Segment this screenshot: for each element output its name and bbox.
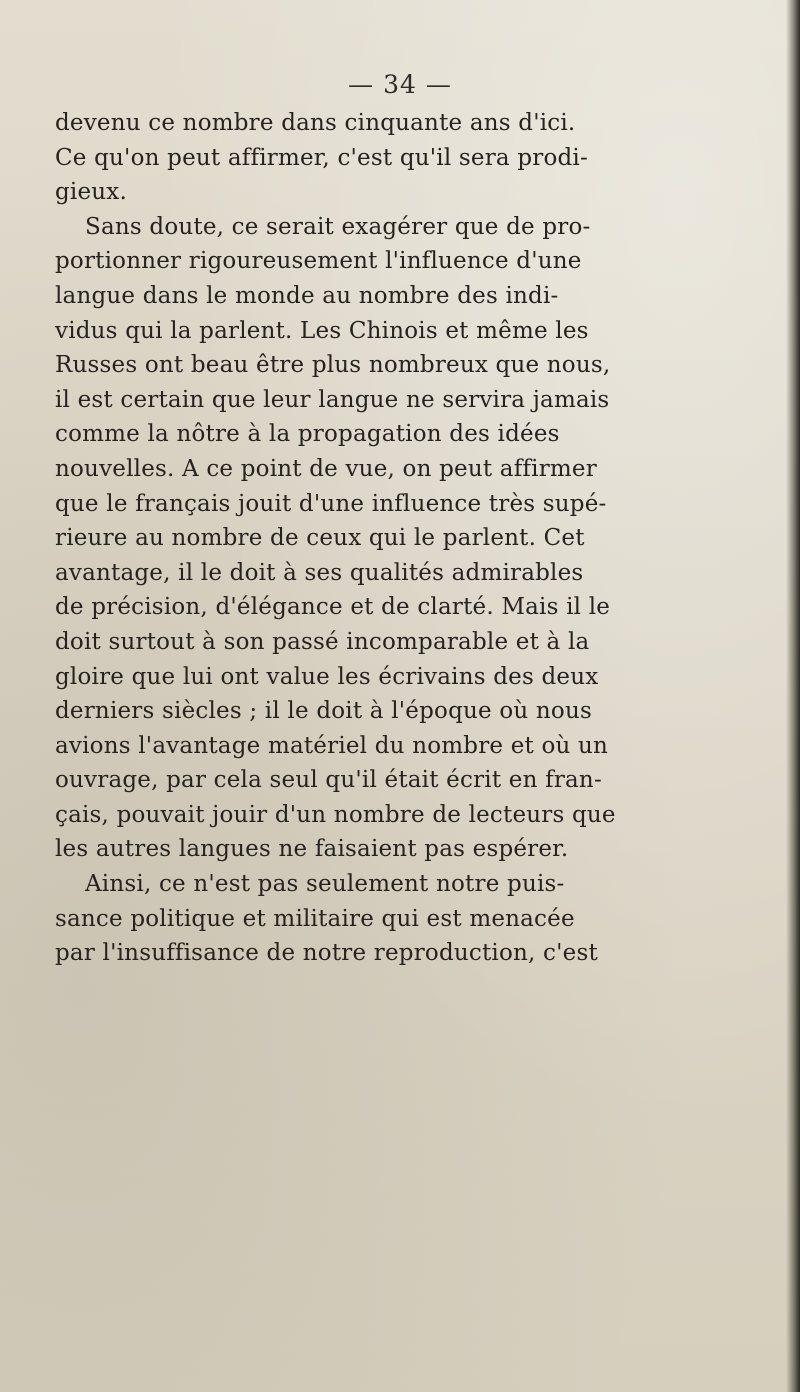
text-line: portionner rigoureusement l'influence d'une: [55, 248, 582, 275]
text-line: avantage, il le doit à ses qualités admirables: [55, 559, 584, 586]
text-line: Sans doute, ce serait exagérer que de pro-: [85, 213, 591, 240]
page-number: — 34 —: [348, 70, 452, 99]
text-line: devenu ce nombre dans cinquante ans d'ici.: [55, 110, 576, 136]
text-line: doit surtout à son passé incomparable et à la: [55, 628, 590, 655]
text-line: nouvelles. A ce point de vue, on peut affirmer: [55, 455, 597, 482]
text-line: par l'insuffisance de notre reproduction, c'est: [55, 940, 598, 967]
text-line: sance politique et militaire qui est menacée: [55, 905, 575, 932]
body-text: [55, 106, 788, 971]
text-line: çais, pouvait jouir d'un nombre de lecteurs que: [55, 801, 616, 828]
text-line: Ce qu'on peut affirmer, c'est qu'il sera prodi-: [55, 144, 588, 171]
text-line: que le français jouit d'une influence très supé-: [55, 490, 607, 517]
text-line: gloire que lui ont value les écrivains des deux: [55, 663, 599, 690]
text-line: vidus qui la parlent. Les Chinois et même les: [55, 317, 589, 344]
text-line: derniers siècles ; il le doit à l'époque où nous: [55, 698, 592, 725]
text-line: ouvrage, par cela seul qu'il était écrit en fran-: [55, 767, 602, 794]
page-edge-shadow: [786, 0, 800, 1392]
text-line: langue dans le monde au nombre des indi-: [55, 282, 559, 309]
text-line: il est certain que leur langue ne servira jamais: [55, 386, 610, 413]
text-line: rieure au nombre de ceux qui le parlent. Cet: [55, 525, 585, 552]
text-line: comme la nôtre à la propagation des idées: [55, 421, 560, 448]
text-line: Ainsi, ce n'est pas seulement notre puis-: [85, 871, 565, 898]
text-line: Russes ont beau être plus nombreux que nous,: [55, 352, 611, 379]
text-line: avions l'avantage matériel du nombre et où un: [55, 732, 609, 759]
text-line: les autres langues ne faisaient pas espérer.: [55, 836, 569, 863]
text-line: gieux.: [55, 179, 127, 206]
text-line: de précision, d'élégance et de clarté. Mais il le: [55, 594, 611, 621]
